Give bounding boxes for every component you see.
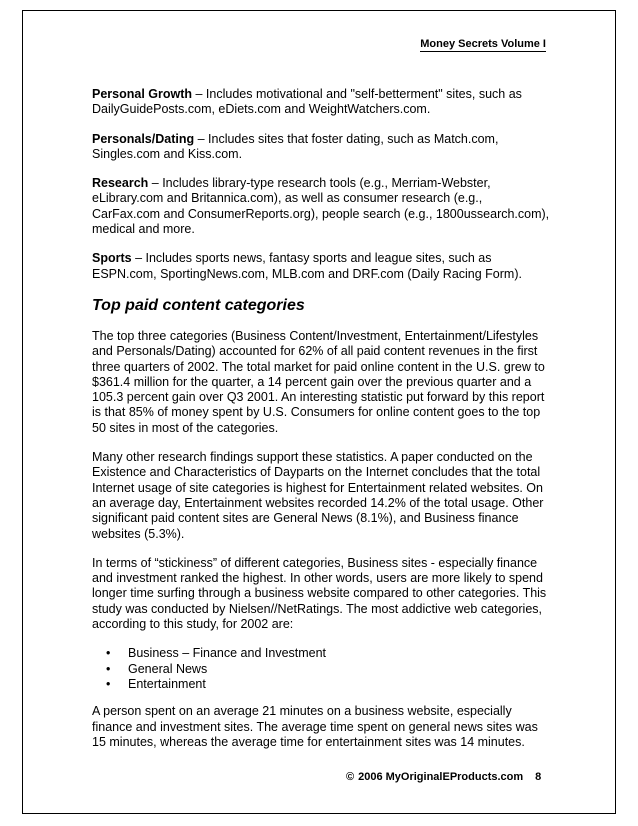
running-header: Money Secrets Volume I (420, 38, 546, 50)
definition-text: – Includes motivational and "self-betterment" sites, such as DailyGuidePosts.com, eDiets.com and WeightWatchers.com. (92, 87, 522, 117)
page-number: 8 (535, 771, 542, 783)
definition-text: – Includes library-type research tools (e.g., Merriam-Webster, eLibrary.com and Britannica.com), as well as consumer research (e.g., CarFax.com and ConsumerReports.org), people search (e.g., 1800ussearch.com), medical and more. (92, 176, 550, 237)
copyright-icon: © (346, 771, 355, 783)
definition-research (92, 176, 552, 237)
paragraph-average-time: A person spent on an average 21 minutes on a business website, especially finance and investment sites. The average time spent on general news sites was 15 minutes, whereas the average time for entertainment sites was 14 minutes. (92, 704, 538, 749)
paragraph-research-findings: Many other research findings support these statistics. A paper conducted on the Existence and Characteristics of Dayparts on the Internet concludes that the total Internet usage of site categories is highest for Entertainment related websites. On an average day, Entertainment websites recorded 14.2% of the total usage. Other significant paid content sites are General News (8.1%), and Business finance websites (5.3%). (92, 450, 544, 541)
page-footer (346, 771, 541, 783)
addictive-categories-list (92, 646, 552, 692)
list-item: • General News (128, 662, 552, 677)
paragraph-top-categories: The top three categories (Business Content/Investment, Entertainment/Lifestyles and Personals/Dating) accounted for 62% of all paid content revenues in the first three quarters of 2002. The total market for paid online content in the U.S. grew to $361.4 million for the quarter, a 14 percent gain over the previous quarter and a 105.3 percent gain over Q3 2001. An interesting statistic put forward by this report is that 85% of money spent by U.S. Consumers for online content goes to the top 50 sites in most of the categories. (92, 328, 545, 435)
definition-term: Sports (92, 251, 132, 266)
definition-text: – Includes sites that foster dating, such as Match.com, Singles.com and Kiss.com. (92, 131, 499, 161)
definition-term: Research (92, 176, 149, 191)
definition-personal-growth (92, 87, 552, 118)
list-item: • Business – Finance and Investment (128, 646, 552, 661)
copyright-text: 2006 MyOriginalEProducts.com (358, 771, 524, 783)
definition-personals-dating (92, 132, 552, 163)
list-item: • Entertainment (128, 677, 552, 692)
section-heading: Top paid content categories (92, 296, 305, 314)
page-content (92, 87, 552, 764)
definition-sports (92, 251, 552, 282)
paragraph-stickiness: In terms of “stickiness” of different categories, Business sites - especially finance and investment ranked the highest. In other words, users are more likely to spend longer time surfing through a business website compared to other categories. This study was conducted by Nielsen//NetRatings. The most addictive web categories, according to this study, for 2002 are: (92, 555, 547, 632)
definition-term: Personal Growth (92, 87, 193, 101)
definition-text: – Includes sports news, fantasy sports and league sites, such as ESPN.com, SportingNews.com, MLB.com and DRF.com (Daily Racing Form). (92, 251, 522, 281)
definition-term: Personals/Dating (92, 131, 195, 146)
